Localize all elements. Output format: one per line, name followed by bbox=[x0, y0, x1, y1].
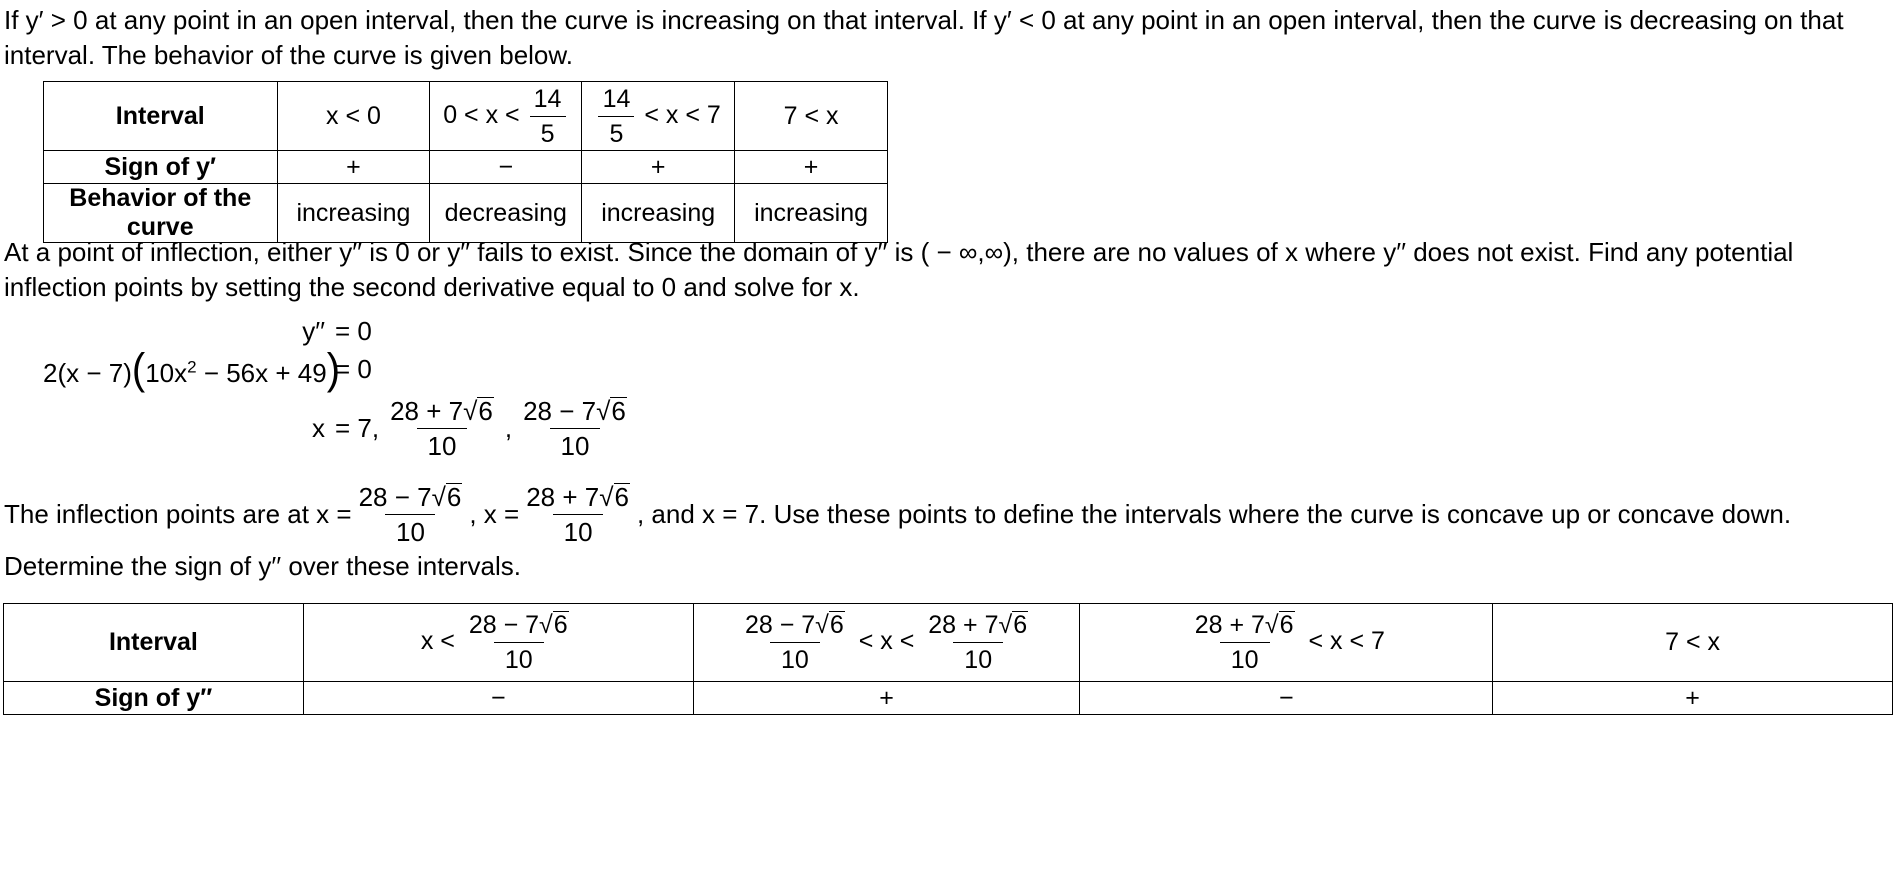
radicand: 6 bbox=[614, 482, 629, 512]
radicand: 6 bbox=[1279, 611, 1294, 639]
interval-suffix: < x < 7 bbox=[644, 100, 721, 129]
interval-prefix: x < bbox=[420, 627, 455, 656]
fraction bbox=[518, 397, 632, 460]
sentence-mid: , x = bbox=[469, 499, 520, 529]
numerator-text: 28 − 7 bbox=[468, 611, 540, 639]
first-derivative-table bbox=[43, 81, 888, 243]
behavior-cell: decreasing bbox=[430, 184, 582, 243]
square-root: √ 6 bbox=[1264, 611, 1294, 639]
fraction-denominator: 5 bbox=[530, 116, 566, 148]
inflection-line-2: inflection points by setting the second derivative equal to 0 and solve for x. bbox=[4, 272, 860, 302]
fraction-numerator: 14 bbox=[602, 84, 631, 113]
row-label-behavior: Behavior of the curve bbox=[44, 184, 278, 243]
intro-line-2: interval. The behavior of the curve is given below. bbox=[4, 40, 573, 70]
fraction bbox=[598, 85, 636, 148]
numerator-text: 28 − 7 bbox=[358, 482, 432, 512]
determine-sentence: Determine the sign of y′′ over these intervals. bbox=[4, 551, 521, 581]
sentence-suffix: , and x = 7. Use these points to define the intervals where the curve is concave up or concave down. bbox=[636, 499, 1792, 529]
sign-cell: + bbox=[735, 151, 888, 184]
interval-cell: 7 < x bbox=[735, 82, 888, 151]
sign-cell: + bbox=[277, 151, 430, 184]
fraction-numerator bbox=[923, 611, 1033, 642]
radicand: 6 bbox=[1013, 611, 1028, 639]
fraction bbox=[1190, 611, 1300, 674]
equation-lhs: x bbox=[312, 412, 325, 443]
numerator-text: 28 + 7 bbox=[928, 611, 999, 639]
numerator-text: 28 + 7 bbox=[390, 395, 464, 426]
radicand: 6 bbox=[829, 611, 844, 639]
fraction bbox=[354, 483, 468, 546]
fraction-numerator bbox=[354, 483, 468, 514]
interval-prefix: 0 < x < bbox=[443, 100, 520, 129]
square-root: √ 6 bbox=[463, 395, 493, 426]
equation-rhs: = 0 bbox=[335, 315, 372, 346]
sign-cell: + bbox=[582, 151, 735, 184]
row-label-sign: Sign of y′ bbox=[44, 151, 278, 184]
fraction-denominator: 10 bbox=[385, 514, 435, 546]
fraction bbox=[740, 611, 850, 674]
fraction-denominator: 10 bbox=[494, 642, 544, 674]
behavior-cell: increasing bbox=[277, 184, 430, 243]
equation-rhs bbox=[335, 397, 634, 460]
sign-cell: − bbox=[430, 151, 582, 184]
radicand: 6 bbox=[553, 611, 568, 639]
sentence-prefix: The inflection points are at x = bbox=[4, 499, 352, 529]
exponent: 2 bbox=[187, 357, 197, 377]
interval-cell bbox=[303, 604, 693, 682]
intro-paragraph bbox=[4, 3, 1844, 73]
second-derivative-equation bbox=[43, 313, 634, 467]
quadratic-term: 10x bbox=[145, 358, 188, 388]
fraction bbox=[385, 397, 499, 460]
numerator-text: 28 + 7 bbox=[1194, 611, 1265, 639]
square-root: √ 6 bbox=[596, 395, 626, 426]
inflection-points-sentence bbox=[4, 483, 1791, 546]
fraction-denominator: 10 bbox=[550, 428, 600, 460]
fraction-numerator bbox=[740, 611, 850, 642]
square-root: √ 6 bbox=[998, 611, 1028, 639]
inflection-line-1: At a point of inflection, either y′′ is 0 or y′′ fails to exist. Since the domain of y′′ is ( − ∞,∞), there are no values of x where y′′ does not exist. Find any potential bbox=[4, 237, 1794, 267]
interval-suffix: < x < 7 bbox=[1308, 627, 1385, 656]
numerator-text: 28 − 7 bbox=[744, 611, 816, 639]
sign-cell: − bbox=[303, 682, 693, 715]
numerator-text: 28 − 7 bbox=[523, 395, 597, 426]
inflection-paragraph bbox=[4, 235, 1793, 305]
radicand: 6 bbox=[446, 482, 462, 512]
root-seven: = 7, bbox=[335, 412, 380, 443]
fraction-numerator bbox=[1190, 611, 1300, 642]
fraction-denominator: 10 bbox=[417, 428, 467, 460]
behavior-cell: increasing bbox=[582, 184, 735, 243]
numerator-text: 28 + 7 bbox=[526, 482, 600, 512]
interval-between: < x < bbox=[858, 627, 915, 656]
square-root: √ 6 bbox=[599, 482, 629, 512]
fraction bbox=[923, 611, 1033, 674]
fraction-numerator bbox=[385, 397, 499, 428]
radicand: 6 bbox=[611, 395, 626, 426]
fraction-numerator: 14 bbox=[533, 84, 562, 113]
row-label-interval: Interval bbox=[4, 604, 304, 682]
fraction-denominator: 10 bbox=[770, 642, 820, 674]
square-root: √ 6 bbox=[539, 611, 568, 639]
interval-cell bbox=[430, 82, 582, 151]
equation-rhs: = 0 bbox=[335, 353, 372, 384]
fraction bbox=[521, 483, 635, 546]
fraction-denominator: 10 bbox=[953, 642, 1003, 674]
interval-cell bbox=[1080, 604, 1493, 682]
equation-lhs: $2(x - 7)(10x^2 - 56x + 49)$ bbox=[43, 344, 341, 394]
row-label-interval: Interval bbox=[44, 82, 278, 151]
factor: 2(x − 7) bbox=[43, 358, 132, 388]
square-root: √ 6 bbox=[815, 611, 844, 639]
fraction bbox=[464, 611, 574, 674]
fraction-numerator bbox=[464, 611, 574, 642]
fraction-numerator bbox=[521, 483, 635, 514]
sign-cell: + bbox=[693, 682, 1080, 715]
second-derivative-table bbox=[3, 603, 1893, 715]
fraction-numerator bbox=[518, 397, 632, 428]
fraction bbox=[529, 85, 567, 148]
interval-cell bbox=[582, 82, 735, 151]
intro-line-1: If y′ > 0 at any point in an open interval, then the curve is increasing on that interval. If y′ < 0 at any point in an open interval, then the curve is decreasing on that bbox=[4, 5, 1844, 35]
equation-lhs: y′′ bbox=[302, 315, 325, 346]
sign-cell: − bbox=[1080, 682, 1493, 715]
fraction-denominator: 10 bbox=[1220, 642, 1270, 674]
row-label-sign: Sign of y′′ bbox=[4, 682, 304, 715]
fraction-denominator: 5 bbox=[598, 116, 634, 148]
interval-cell: x < 0 bbox=[277, 82, 430, 151]
interval-cell bbox=[693, 604, 1080, 682]
radicand: 6 bbox=[478, 395, 493, 426]
interval-cell: 7 < x bbox=[1493, 604, 1893, 682]
quadratic-rest: − 56x + 49 bbox=[196, 358, 327, 388]
square-root: √ 6 bbox=[431, 482, 462, 512]
sign-cell: + bbox=[1493, 682, 1893, 715]
fraction-denominator: 10 bbox=[553, 514, 603, 546]
behavior-cell: increasing bbox=[735, 184, 888, 243]
comma: , bbox=[504, 412, 513, 443]
